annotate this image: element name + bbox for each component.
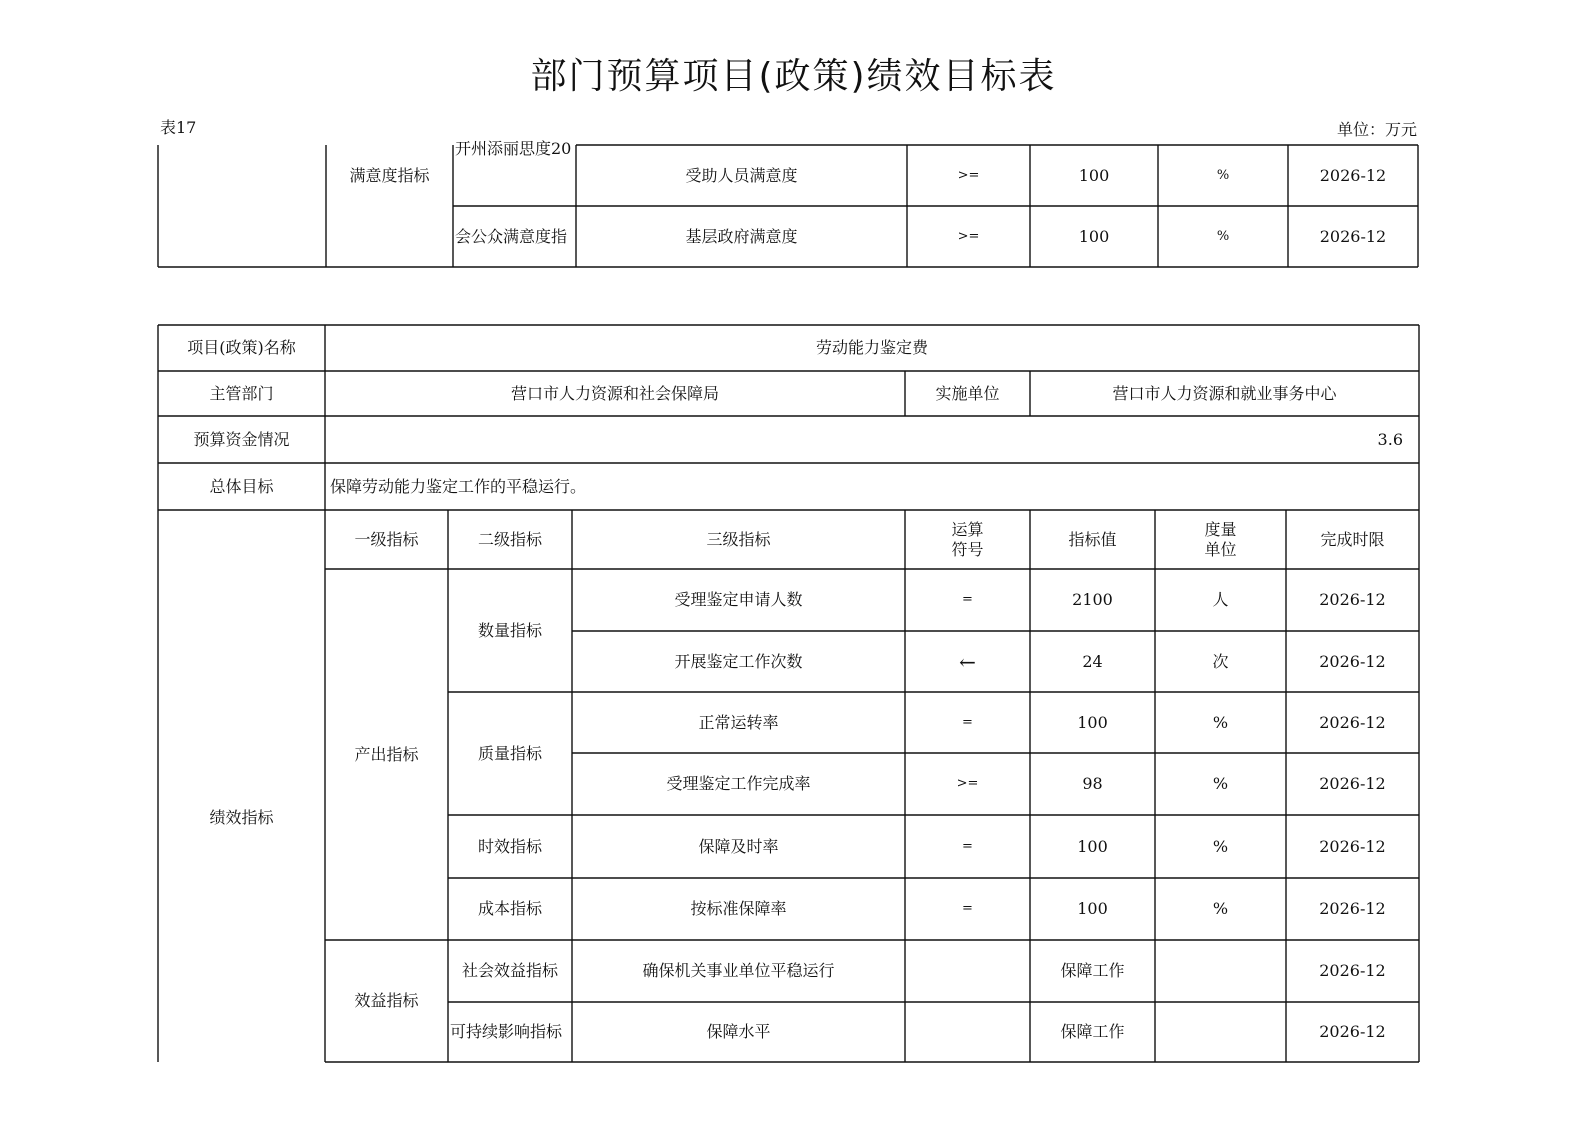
perf-row-indicator: 按标准保障率 [690,899,787,918]
top-row-value: 100 [1078,165,1110,185]
budget-value: 3.6 [1377,429,1403,449]
level1-output: 产出指标 [354,744,419,764]
perf-row-value: 保障工作 [1060,1022,1125,1041]
impl-value: 营口市人力资源和就业事务中心 [1112,383,1337,403]
arrow-left-icon: ← [959,649,976,674]
impl-label: 实施单位 [935,383,1000,403]
top-row-op: >= [957,228,980,244]
perf-row-value: 100 [1077,712,1108,732]
perf-row-op: = [962,901,973,916]
header-op: 运算 符号 [951,519,984,559]
perf-row-deadline: 2026-12 [1319,1022,1386,1041]
project-name-label: 项目(政策)名称 [187,338,296,357]
project-name: 劳动能力鉴定费 [815,338,928,357]
perf-row-indicator: 受理鉴定申请人数 [674,590,803,609]
perf-row-unit: 次 [1212,651,1229,671]
level2-cost: 成本指标 [477,899,542,918]
satisfaction-category: 满意度指标 [349,165,430,185]
perf-row-value: 保障工作 [1060,961,1125,980]
perf-row-unit: % [1212,899,1229,918]
perf-row-indicator: 保障水平 [706,1022,771,1041]
perf-row-op: >= [956,776,979,791]
perf-row-op [905,940,1030,1002]
header-value: 指标值 [1068,529,1117,549]
perf-row-indicator: 受理鉴定工作完成率 [666,774,811,793]
perf-row-unit: % [1212,774,1229,793]
satisfaction-sub-a: 开州添丽思度20 [455,139,572,158]
perf-row-op [905,1002,1030,1062]
level2-timeliness: 时效指标 [477,836,542,856]
perf-row-value: 2100 [1072,590,1113,609]
dept-label: 主管部门 [209,383,274,403]
perf-row-op: = [962,714,973,730]
perf-row-value: 100 [1077,836,1108,856]
goal-value: 保障劳动能力鉴定工作的平稳运行。 [330,476,587,496]
top-row-indicator: 受助人员满意度 [685,165,798,185]
perf-row-deadline: 2026-12 [1319,712,1386,732]
top-row-unit: % [1216,167,1230,183]
perf-row-op: = [962,592,973,607]
header-level3: 三级指标 [706,529,771,549]
header-deadline: 完成时限 [1320,529,1385,549]
perf-row-indicator: 开展鉴定工作次数 [674,651,803,671]
header-level2: 二级指标 [477,529,542,549]
unit-label: 单位：万元 [1336,120,1417,139]
perf-row-value: 100 [1077,899,1108,918]
top-row-value: 100 [1078,226,1110,246]
perf-row-indicator: 确保机关事业单位平稳运行 [642,961,835,980]
level2-quantity: 数量指标 [477,620,542,640]
table-number: 表17 [160,118,197,137]
top-row-deadline: 2026-12 [1319,165,1387,185]
top-row-unit: % [1216,228,1230,244]
perf-row-value: 24 [1082,651,1103,671]
goal-label: 总体目标 [209,476,274,496]
perf-row-value: 98 [1082,774,1103,793]
budget-label: 预算资金情况 [193,429,290,449]
header-level1: 一级指标 [354,529,419,549]
level2-quality: 质量指标 [477,743,542,763]
perf-row-indicator: 正常运转率 [698,712,779,732]
perf-label: 绩效指标 [209,808,274,827]
perf-row-unit: % [1212,836,1229,856]
top-row-indicator: 基层政府满意度 [685,226,798,246]
perf-row-unit: % [1212,712,1229,732]
level2-social: 社会效益指标 [461,961,558,980]
perf-row-unit: 人 [1212,590,1229,609]
perf-row-unit [1155,940,1286,1002]
perf-row-indicator: 保障及时率 [698,836,779,856]
perf-row-deadline: 2026-12 [1319,836,1386,856]
perf-row-deadline: 2026-12 [1319,651,1386,671]
perf-row-deadline: 2026-12 [1319,590,1386,609]
level2-sustain: 可持续影响指标 [450,1022,563,1041]
level1-benefit: 效益指标 [354,991,419,1010]
perf-row-deadline: 2026-12 [1319,961,1386,980]
page-title: 部门预算项目(政策)绩效目标表 [530,56,1057,97]
perf-row-op: = [962,838,973,854]
dept-value: 营口市人力资源和社会保障局 [510,383,719,403]
perf-row-deadline: 2026-12 [1319,774,1386,793]
header-unit: 度量 单位 [1204,519,1237,559]
perf-row-deadline: 2026-12 [1319,899,1386,918]
top-row-deadline: 2026-12 [1319,226,1387,246]
satisfaction-sub-b: 会公众满意度指 [455,226,568,246]
perf-row-unit [1155,1002,1286,1062]
top-row-op: >= [957,167,980,183]
